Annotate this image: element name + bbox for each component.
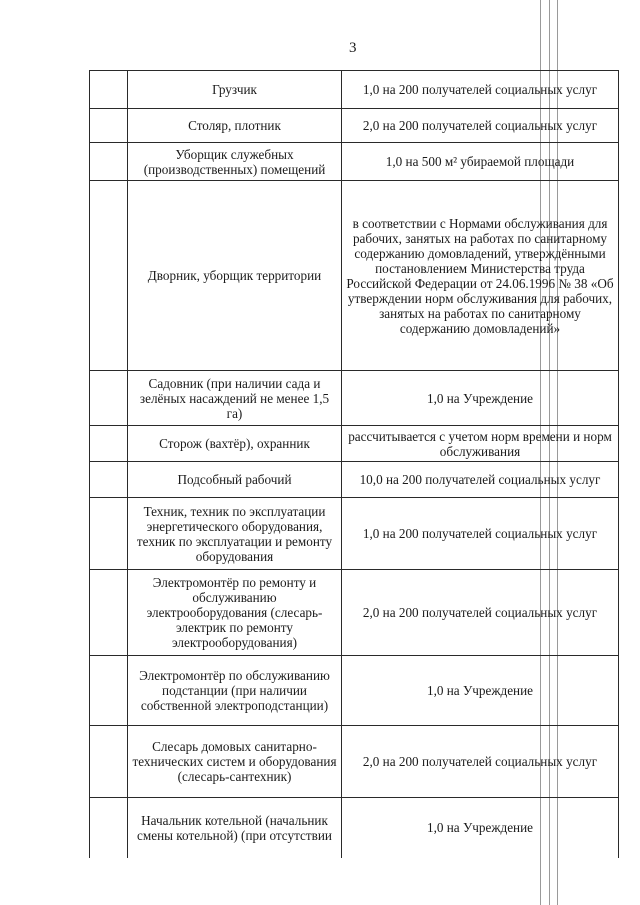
page-number: 3 [349,40,357,56]
table-row [90,798,619,858]
norm-cell: рассчитывается с учетом норм времени и норм обслуживания [342,426,619,462]
position-cell: Слесарь домовых санитарно-технических систем и оборудования (слесарь-сантехник) [128,726,342,798]
staffing-norms-table [89,70,619,858]
table-row [90,143,619,181]
table-row [90,71,619,109]
table-row [90,462,619,498]
norm-cell: 2,0 на 200 получателей социальных услуг [342,726,619,798]
position-cell: Столяр, плотник [128,109,342,143]
row-number-cell [90,371,128,426]
row-number-cell [90,656,128,726]
table-row [90,498,619,570]
row-number-cell [90,71,128,109]
norm-cell: 1,0 на Учреждение [342,798,619,858]
row-number-cell [90,181,128,371]
position-cell: Электромонтёр по обслуживанию подстанции (при наличии собственной электроподстанции) [128,656,342,726]
norm-cell: 2,0 на 200 получателей социальных услуг [342,109,619,143]
norm-cell: 1,0 на 200 получателей социальных услуг [342,71,619,109]
row-number-cell [90,798,128,858]
norm-cell: 1,0 на Учреждение [342,371,619,426]
row-number-cell [90,109,128,143]
table-row [90,109,619,143]
row-number-cell [90,726,128,798]
position-cell: Электромонтёр по ремонту и обслуживанию электрооборудования (слесарь-электрик по ремонту электрооборудования) [128,570,342,656]
norm-cell: в соответствии с Нормами обслуживания для рабочих, занятых на работах по санитарному содержанию домовладений, утверждёнными постановлением Министерства труда Российской Федерации от 24.06.1996 № 38 «Об утверждении норм обслуживания для рабочих, занятых на работах по санитарному содержанию домовладений» [342,181,619,371]
table-row [90,570,619,656]
table-row [90,656,619,726]
position-cell: Уборщик служебных (производственных) помещений [128,143,342,181]
position-cell: Грузчик [128,71,342,109]
position-cell: Сторож (вахтёр), охранник [128,426,342,462]
position-cell: Начальник котельной (начальник смены котельной) (при отсутствии [128,798,342,858]
position-cell: Подсобный рабочий [128,462,342,498]
position-cell: Дворник, уборщик территории [128,181,342,371]
norm-cell: 1,0 на 500 м² убираемой площади [342,143,619,181]
row-number-cell [90,143,128,181]
table-row [90,726,619,798]
table-row [90,371,619,426]
row-number-cell [90,570,128,656]
norm-cell: 1,0 на 200 получателей социальных услуг [342,498,619,570]
position-cell: Техник, техник по эксплуатации энергетического оборудования, техник по эксплуатации и ремонту оборудования [128,498,342,570]
position-cell: Садовник (при наличии сада и зелёных насаждений не менее 1,5 га) [128,371,342,426]
table-row [90,426,619,462]
row-number-cell [90,498,128,570]
norm-cell: 1,0 на Учреждение [342,656,619,726]
table-row [90,181,619,371]
row-number-cell [90,426,128,462]
row-number-cell [90,462,128,498]
norm-cell: 10,0 на 200 получателей социальных услуг [342,462,619,498]
norm-cell: 2,0 на 200 получателей социальных услуг [342,570,619,656]
